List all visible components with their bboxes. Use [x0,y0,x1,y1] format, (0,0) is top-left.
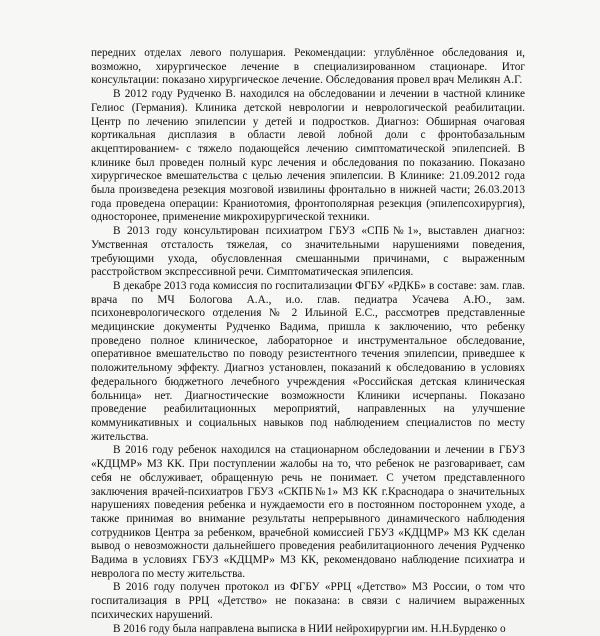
paragraph-3: В 2013 году консультирован психиатром ГБУЗ «СПБ№1», выставлен диагноз: Умственная отсталость тяжелая, со значительными нарушениями поведения, требующими ухода, обусловленная смешанными причинами, с выраженным расстройством экспрессивной речи. Симптоматическая эпилепсия. [91,225,525,279]
paragraph-4: В декабре 2013 года комиссия по госпитализации ФГБУ «РДКБ» в составе: зам. глав. врача по МЧ Бологова А.А., и.о. глав. педиатра Усачева А.Ю., зам. психоневрологического отделения № 2 Ильиной Е.С., рассмотрев представленные медицинские документы Рудченко Вадима, пришла к заключению, что ребенку проведено полное клиническое, лабораторное и инструментальное обследование, оперативное вмешательство по поводу резистентного течения эпилепсии, приведшее к положительному эффекту. Диагноз установлен, показаний к обследованию в условиях федерального бюджетного лечебного учреждения «Российская детская клиническая больница» нет. Диагностические возможности Клиники исчерпаны. Показано проведение реабилитационных мероприятий, направленных на улучшение коммуникативных и социальных навыков под наблюдением специалистов по месту жительства. [91,279,525,443]
paragraph-1: передних отделах левого полушария. Рекомендации: углублённое обследования и, возможно, хирургическое лечение в специализированном стационаре. Итог консультации: показано хирургическое лечение. Обследования провел врач Меликян А.Г. [91,47,525,87]
paragraph-2: В 2012 году Рудченко В. находился на обследовании и лечении в частной клинике Гелиос (Германия). Клиника детской неврологии и неврологической реабилитации. Центр по лечению эпилепсии у детей и подростков. Диагноз: Обширная очаговая кортикальная дисплазия в области левой лобной доли с фронтобазальным акцептированием- с тяжело подающейся лечению симптоматической эпилепсией. В клинике был проведен полный курс лечения и обследования по показанию. Показано хирургическое вмешательства с целью лечения эпилепсии. В Клинике: 21.09.2012 года была произведена резекция мозговой извилины фронтально в нижней части; 26.03.2013 года проведена операции: Краниотомия, фронтополярная резекция (эпилепсохирургия), односторонее, применение микрохирургической техники. [91,88,525,224]
paragraph-7: В 2016 году была направлена выписка в НИИ нейрохирургии им. Н.Н.Бурденко о [113,622,506,635]
paragraph-6: В 2016 году получен протокол из ФГБУ «РРЦ «Детство» МЗ России, о том что госпитализация в РРЦ «Детство» не показана: в связи с наличием выраженных психических нарушений. [91,581,525,621]
document-body [91,47,525,636]
paragraph-5: В 2016 году ребенок находился на стационарном обследовании и лечении в ГБУЗ «КДЦМР» МЗ КК. При поступлении жалобы на то, что ребенок не разговаривает, сам себя не обслуживает, обращенную речь не понимает. С учетом представленного заключения врачей-психиатров ГБУЗ «СКПБ№1» МЗ КК г.Краснодара о значительных нарушениях поведения ребенка и нуждаемости его в постоянном постороннем уходе, а также принимая во внимание результаты непрерывного динамического наблюдения сотрудников Центра за ребенком, врачебной комиссией ГБУЗ «КДЦМР» МЗ КК сделан вывод о невозможности дальнейшего проведения реабилитационного лечения Рудченко Вадима в условиях ГБУЗ «КДЦМР» МЗ КК, рекомендовано наблюдение психиатра и невролога по месту жительства. [91,444,525,580]
